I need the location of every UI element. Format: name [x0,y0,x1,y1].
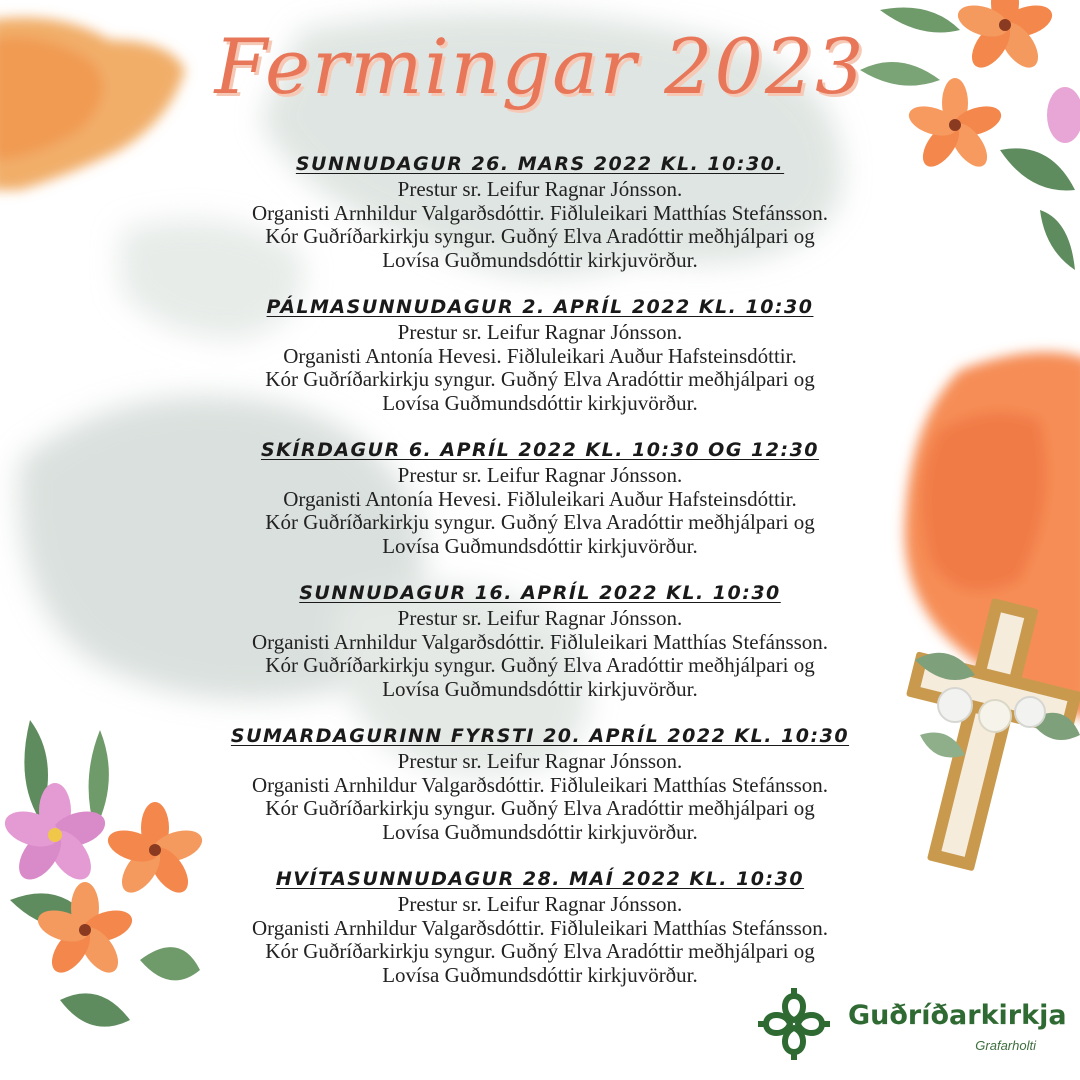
event-choir: Kór Guðríðarkirkju syngur. Guðný Elva Aradóttir meðhjálpari og [265,224,815,248]
event-5 [170,722,910,865]
logo-name: Guðríðarkirkja [848,1000,1067,1031]
event-musicians: Organisti Arnhildur Valgarðsdóttir. Fiðluleikari Matthías Stefánsson. [251,772,829,797]
event-heading: SUNNUDAGUR 26. MARS 2022 KL. 10:30. [295,153,785,175]
event-staff: Lovísa Guðmundsdóttir kirkjuvörður. [382,247,698,272]
celtic-knot-cross-icon [758,988,830,1060]
event-2 [170,293,910,436]
event-priest: Prestur sr. Leifur Ragnar Jónsson. [397,749,683,773]
event-priest: Prestur sr. Leifur Ragnar Jónsson. [397,463,683,487]
event-choir: Kór Guðríðarkirkju syngur. Guðný Elva Aradóttir meðhjálpari og [265,367,815,391]
event-choir: Kór Guðríðarkirkju syngur. Guðný Elva Aradóttir meðhjálpari og [265,653,815,677]
event-staff: Lovísa Guðmundsdóttir kirkjuvörður. [382,676,698,701]
event-priest: Prestur sr. Leifur Ragnar Jónsson. [397,320,683,344]
event-musicians: Organisti Arnhildur Valgarðsdóttir. Fiðluleikari Matthías Stefánsson. [251,629,829,654]
event-4 [170,579,910,722]
event-priest: Prestur sr. Leifur Ragnar Jónsson. [397,606,683,630]
event-heading: PÁLMASUNNUDAGUR 2. APRÍL 2022 KL. 10:30 [266,296,814,318]
event-musicians: Organisti Antonía Hevesi. Fiðluleikari Auður Hafsteinsdóttir. [283,343,797,368]
event-priest: Prestur sr. Leifur Ragnar Jónsson. [397,177,683,201]
event-heading: SUMARDAGURINN FYRSTI 20. APRÍL 2022 KL. 10:30 [230,725,850,747]
event-musicians: Organisti Antonía Hevesi. Fiðluleikari Auður Hafsteinsdóttir. [283,486,797,511]
event-heading: SUNNUDAGUR 16. APRÍL 2022 KL. 10:30 [299,582,781,604]
event-priest: Prestur sr. Leifur Ragnar Jónsson. [397,892,683,916]
event-staff: Lovísa Guðmundsdóttir kirkjuvörður. [382,819,698,844]
event-choir: Kór Guðríðarkirkju syngur. Guðný Elva Aradóttir meðhjálpari og [265,939,815,963]
event-1 [170,150,910,293]
confirmation-schedule [170,150,910,1008]
event-musicians: Organisti Arnhildur Valgarðsdóttir. Fiðluleikari Matthías Stefánsson. [251,915,829,940]
event-heading: SKÍRDAGUR 6. APRÍL 2022 KL. 10:30 OG 12:30 [260,439,820,461]
event-musicians: Organisti Arnhildur Valgarðsdóttir. Fiðluleikari Matthías Stefánsson. [251,200,829,225]
church-logo [758,990,1067,1060]
page-title: Fermingar 2023 [214,22,866,111]
logo-subtitle: Grafarholti [975,1038,1036,1053]
event-staff: Lovísa Guðmundsdóttir kirkjuvörður. [382,962,698,987]
event-6 [170,865,910,1008]
event-staff: Lovísa Guðmundsdóttir kirkjuvörður. [382,533,698,558]
event-3 [170,436,910,579]
event-choir: Kór Guðríðarkirkju syngur. Guðný Elva Aradóttir meðhjálpari og [265,796,815,820]
event-choir: Kór Guðríðarkirkju syngur. Guðný Elva Aradóttir meðhjálpari og [265,510,815,534]
event-staff: Lovísa Guðmundsdóttir kirkjuvörður. [382,390,698,415]
event-heading: HVÍTASUNNUDAGUR 28. MAÍ 2022 KL. 10:30 [275,868,805,890]
